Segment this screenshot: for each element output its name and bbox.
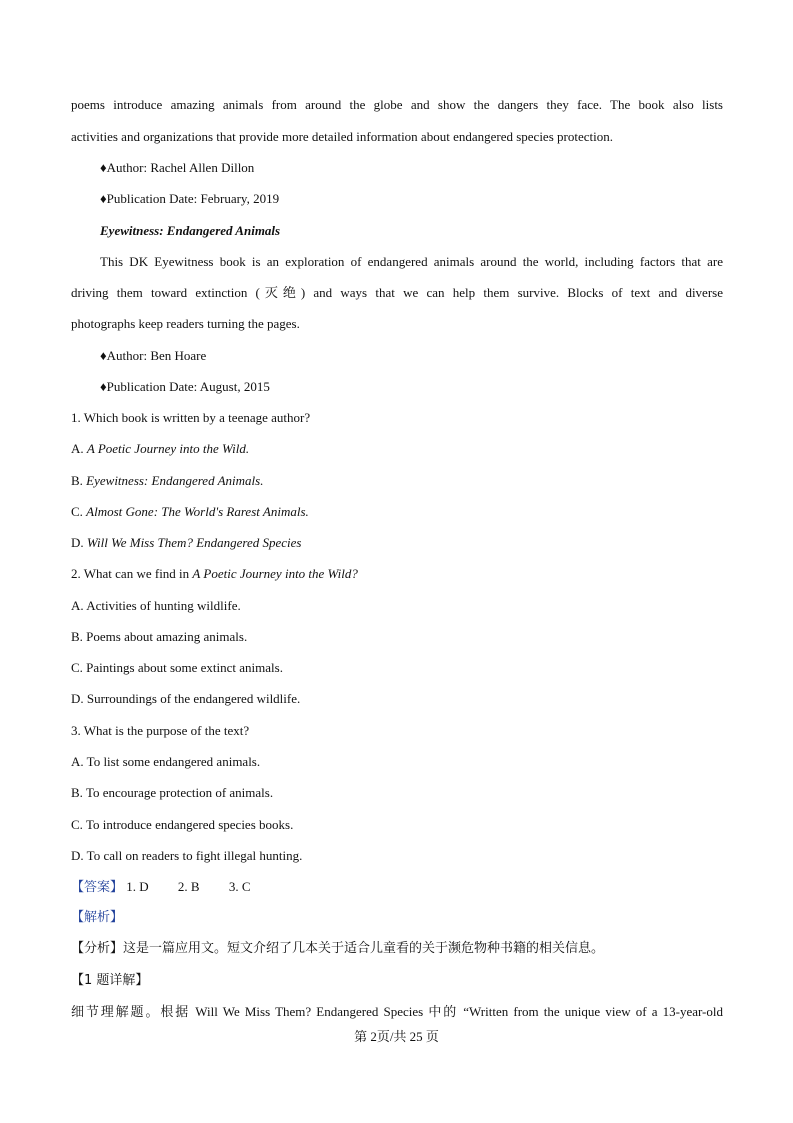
option-c bbox=[71, 503, 723, 521]
option-letter: A. bbox=[71, 754, 84, 769]
option-text: To call on readers to fight illegal hunting. bbox=[86, 848, 303, 863]
option-a bbox=[71, 753, 723, 771]
option-text: Will We Miss Them? Endangered Species bbox=[86, 535, 302, 550]
answer-line bbox=[71, 878, 723, 897]
option-c bbox=[71, 659, 723, 677]
analysis-label: 【解析】 bbox=[71, 910, 124, 925]
option-letter: A. bbox=[71, 441, 84, 456]
option-text: Paintings about some extinct animals. bbox=[86, 660, 283, 675]
book-description-line: photographs keep readers turning the pages. bbox=[71, 316, 300, 331]
question-stem: 3. What is the purpose of the text? bbox=[71, 723, 250, 738]
option-letter: D. bbox=[71, 535, 84, 550]
page-footer: 第 2页/共 25 页 bbox=[354, 1029, 439, 1044]
option-letter: D. bbox=[71, 691, 84, 706]
passage-line: poems introduce amazing animals from around the globe and show the dangers they face. The book also lists bbox=[71, 97, 723, 112]
option-b bbox=[71, 628, 723, 646]
book-description-line: This DK Eyewitness book is an exploration of endangered animals around the world, including factors that are bbox=[100, 254, 723, 269]
option-text: Surroundings of the endangered wildlife. bbox=[86, 691, 301, 706]
option-letter: A. bbox=[71, 598, 84, 613]
analysis-summary bbox=[71, 940, 723, 958]
option-letter: B. bbox=[71, 473, 83, 488]
option-letter: C. bbox=[71, 660, 83, 675]
option-letter: C. bbox=[71, 504, 83, 519]
option-letter: B. bbox=[71, 785, 83, 800]
book-publication-date: ♦Publication Date: August, 2015 bbox=[100, 379, 270, 394]
summary-label: 【分析】 bbox=[71, 941, 124, 956]
option-text: Poems about amazing animals. bbox=[86, 629, 248, 644]
answer-1: 1. D bbox=[126, 879, 149, 894]
question-stem-title: A Poetic Journey into the Wild? bbox=[192, 566, 358, 581]
option-d bbox=[71, 690, 723, 708]
option-letter: C. bbox=[71, 817, 83, 832]
option-a bbox=[71, 440, 723, 458]
option-b bbox=[71, 472, 723, 490]
book-publication-date: ♦Publication Date: February, 2019 bbox=[100, 191, 280, 206]
answer-3: 3. C bbox=[228, 879, 251, 894]
option-letter: D. bbox=[71, 848, 84, 863]
option-text: To introduce endangered species books. bbox=[85, 817, 294, 832]
summary-text: 这是一篇应用文。短文介绍了几本关于适合儿童看的关于濒危物种书籍的相关信息。 bbox=[123, 941, 605, 956]
option-text: To encourage protection of animals. bbox=[85, 785, 274, 800]
question-stem-text: 2. What can we find in bbox=[71, 566, 193, 581]
book-author: ♦Author: Ben Hoare bbox=[100, 348, 207, 363]
option-d bbox=[71, 847, 723, 865]
detail-text: 细节理解题。根据 Will We Miss Them? Endangered Species 中的 “Written from the unique view of a 13-year-old bbox=[71, 1004, 723, 1019]
question-stem bbox=[71, 565, 723, 583]
option-a bbox=[71, 597, 723, 615]
question-stem: 1. Which book is written by a teenage author? bbox=[71, 410, 311, 425]
option-text: Almost Gone: The World's Rarest Animals. bbox=[86, 504, 309, 519]
option-text: Activities of hunting wildlife. bbox=[86, 598, 241, 613]
option-text: Eyewitness: Endangered Animals. bbox=[86, 473, 264, 488]
option-text: A Poetic Journey into the Wild. bbox=[86, 441, 250, 456]
option-b bbox=[71, 784, 723, 802]
option-d bbox=[71, 534, 723, 552]
book-title: Eyewitness: Endangered Animals bbox=[100, 223, 281, 238]
option-c bbox=[71, 816, 723, 834]
answer-label: 【答案】 bbox=[71, 880, 124, 895]
book-description-line: driving them toward extinction (灭绝) and ways that we can help them survive. Blocks of text and diverse bbox=[71, 285, 723, 300]
answer-2: 2. B bbox=[177, 879, 200, 894]
detail-label: 【1 题详解】 bbox=[71, 973, 149, 988]
book-author: ♦Author: Rachel Allen Dillon bbox=[100, 160, 255, 175]
option-text: To list some endangered animals. bbox=[86, 754, 261, 769]
option-letter: B. bbox=[71, 629, 83, 644]
passage-line: activities and organizations that provide more detailed information about endangered species protection. bbox=[71, 129, 613, 144]
